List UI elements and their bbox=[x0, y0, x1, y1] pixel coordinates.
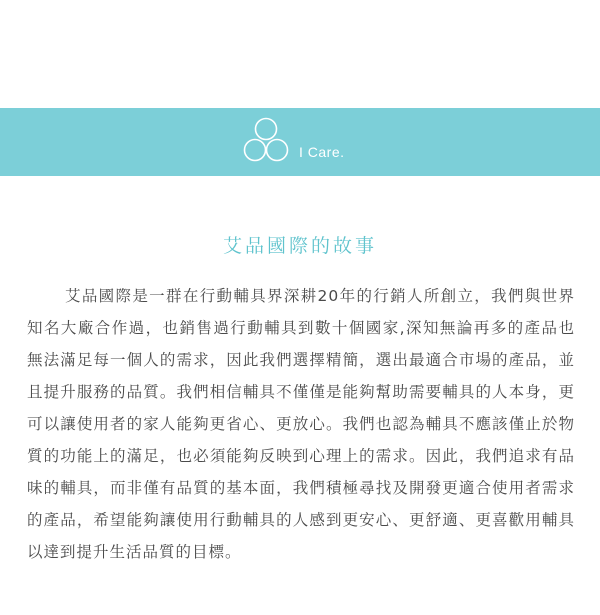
page-title: 艾品國際的故事 bbox=[222, 235, 377, 257]
story-paragraph: 艾品國際是一群在行動輔具界深耕20年的行銷人所創立，我們與世界知名大廠合作過，也銷售過行動輔具到數十個國家,深知無論再多的產品也無法滿足每一個人的需求，因此我們選擇精簡，選出最適合市場的產品，並且提升服務的品質。我們相信輔具不僅僅是能夠幫助需要輔具的人本身，更可以讓使用者的家人能夠更省心、更放心。我們也認為輔具不應該僅止於物質的功能上的滿足，也必須能夠反映到心理上的需求。因此，我們追求有品味的輔具，而非僅有品質的基本面，我們積極尋找及開發更適合使用者需求的產品，希望能夠讓使用行動輔具的人感到更安心、更舒適、更喜歡用輔具以達到提升生活品質的目標。 bbox=[27, 287, 575, 561]
three-circles-logo-icon bbox=[243, 115, 303, 169]
brand-text: I Care. bbox=[299, 144, 345, 160]
logo bbox=[243, 115, 363, 169]
